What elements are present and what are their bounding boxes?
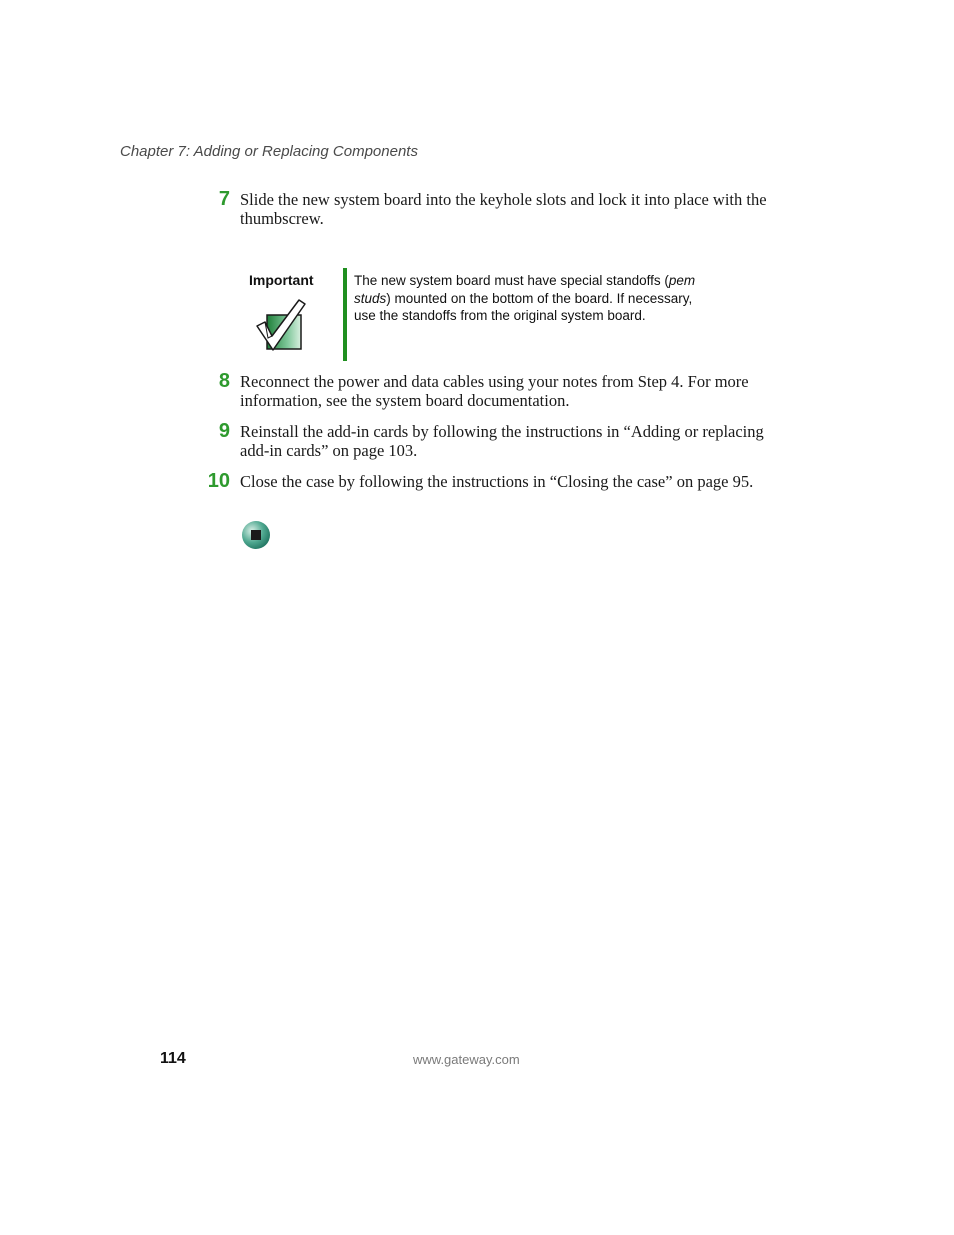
important-text-part: ) mounted on the bottom of the board. If necessary, use the standoffs from the original system board. xyxy=(354,290,693,323)
page-number: 114 xyxy=(160,1050,186,1067)
important-divider-bar xyxy=(343,268,347,361)
step-text: Reinstall the add-in cards by following the instructions in “Adding or replacing add-in cards” on page 103. xyxy=(240,422,764,460)
checkmark-icon xyxy=(255,298,307,354)
step-number: 7 xyxy=(218,188,230,210)
footer-url: www.gateway.com xyxy=(413,1052,520,1067)
step-number: 9 xyxy=(218,420,230,442)
step-number: 8 xyxy=(218,370,230,392)
important-text xyxy=(354,272,699,325)
end-of-procedure-icon xyxy=(241,520,271,550)
important-text-part: The new system board must have special standoffs ( xyxy=(354,273,669,288)
step-text: Reconnect the power and data cables using your notes from Step 4. For more information, see the system board documentation. xyxy=(240,372,749,410)
important-label: Important xyxy=(249,272,314,288)
step-text: Close the case by following the instructions in “Closing the case” on page 95. xyxy=(240,472,754,491)
chapter-header: Chapter 7: Adding or Replacing Components xyxy=(120,143,418,160)
step-text: Slide the new system board into the keyhole slots and lock it into place with the thumbscrew. xyxy=(240,190,767,228)
step-number: 10 xyxy=(207,470,230,492)
important-text-italic: pem studs xyxy=(354,273,696,306)
